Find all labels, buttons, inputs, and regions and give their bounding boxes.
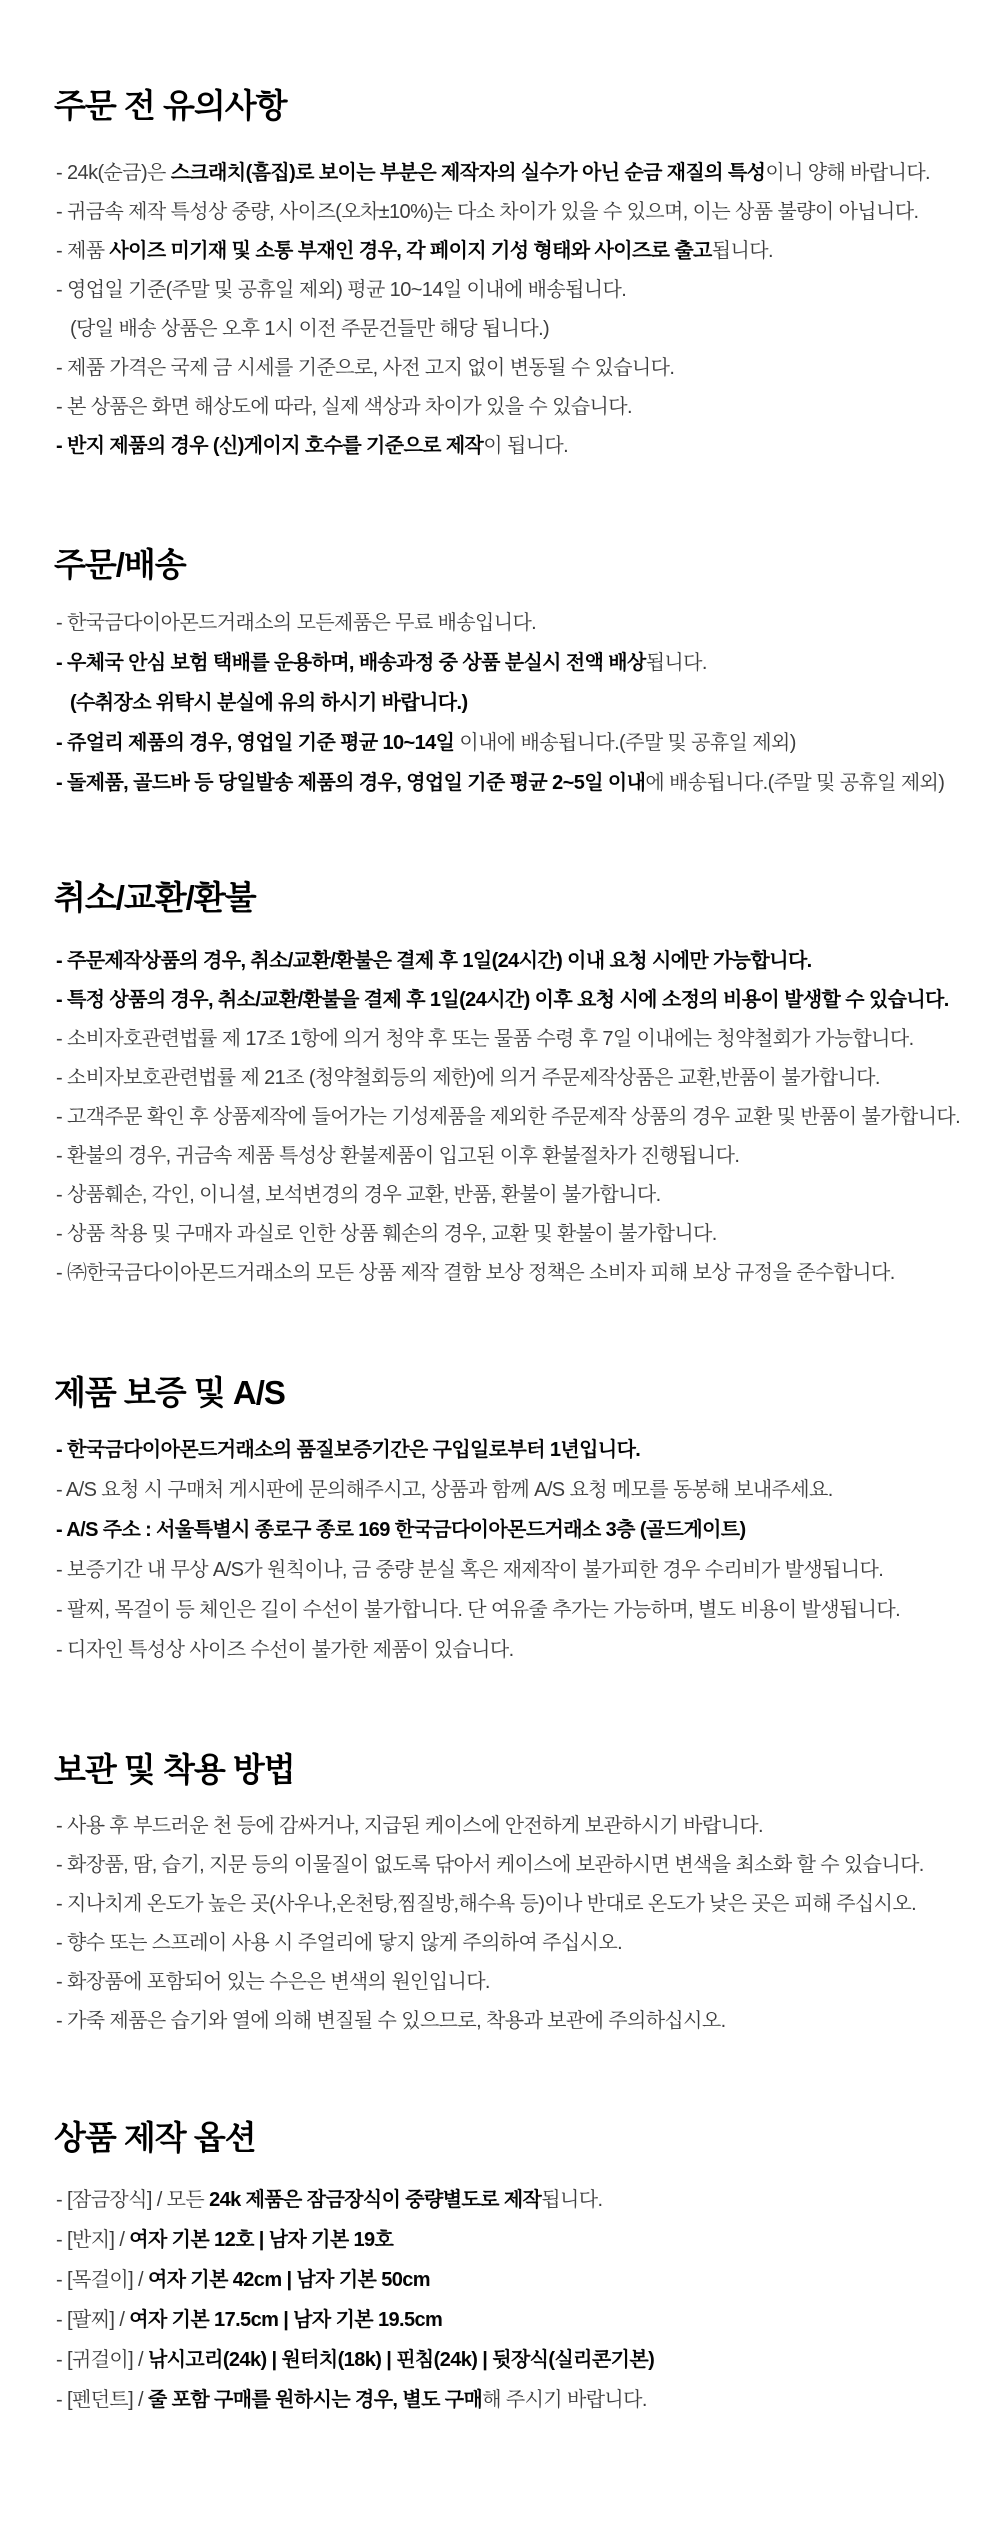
notice-text: - 화장품에 포함되어 있는 수은은 변색의 원인입니다. — [56, 1971, 490, 1993]
notice-text-bold: 여자 기본 17.5cm | 남자 기본 19.5cm — [129, 2309, 443, 2331]
notice-text-bold: - 특정 상품의 경우, 취소/교환/환불을 결제 후 1일(24시간) 이후 요청 시에 소정의 비용이 발생할 수 있습니다. — [56, 989, 949, 1011]
notice-line — [56, 427, 990, 466]
notice-line — [56, 349, 990, 388]
notice-text-bold: - 주문제작상품의 경우, 취소/교환/환불은 결제 후 1일(24시간) 이내 요청 시에만 가능합니다. — [56, 950, 812, 972]
notice-line — [56, 1470, 990, 1510]
section-list-cancel-exchange-refund — [56, 942, 990, 1293]
notice-text: - [귀걸이] / — [56, 2349, 148, 2371]
notice-line — [56, 1963, 990, 2002]
notice-text-bold: - 한국금다이아몬드거래소의 품질보증기간은 구입일로부터 1년입니다. — [56, 1439, 641, 1461]
notice-text-bold: - 돌제품, 골드바 등 당일발송 제품의 경우, 영업일 기준 평균 2~5일 이내 — [56, 772, 646, 794]
notice-line — [56, 2260, 990, 2300]
notice-text-bold: - 우체국 안심 보험 택배를 운용하며, 배송과정 중 상품 분실시 전액 배상 — [56, 652, 646, 674]
notice-line — [56, 1924, 990, 1963]
notice-line — [56, 1098, 990, 1137]
notice-line — [56, 1807, 990, 1846]
notice-line — [56, 603, 990, 643]
notice-line — [56, 154, 990, 193]
section-list-storage-wear — [56, 1807, 990, 2041]
notice-text-bold: (수취장소 위탁시 분실에 유의 하시기 바랍니다.) — [70, 692, 468, 714]
notice-text: - 소비자보호관련법률 제 21조 (청약철회등의 제한)에 의거 주문제작상품은 교환,반품이 불가합니다. — [56, 1067, 880, 1089]
notice-line — [56, 1137, 990, 1176]
notice-text-bold: 스크래치(흠집)로 보이는 부분은 제작자의 실수가 아닌 순금 재질의 특성 — [170, 162, 766, 184]
notice-line — [56, 2380, 990, 2420]
notice-line — [56, 1059, 990, 1098]
notice-text: - 사용 후 부드러운 천 등에 감싸거나, 지급된 케이스에 안전하게 보관하시기 바랍니다. — [56, 1815, 763, 1837]
notice-text: - 가죽 제품은 습기와 열에 의해 변질될 수 있으므로, 착용과 보관에 주의하십시오. — [56, 2010, 726, 2032]
notice-line — [56, 2300, 990, 2340]
notice-text: - 제품 — [56, 240, 110, 262]
section-list-order-shipping — [56, 603, 990, 803]
notice-text: - A/S 요청 시 구매처 게시판에 문의해주시고, 상품과 함께 A/S 요청 메모를 동봉해 보내주세요. — [56, 1479, 833, 1501]
notice-text: - [잠금장식] / 모든 — [56, 2189, 210, 2211]
notice-line — [56, 1846, 990, 1885]
notice-text: 이내에 배송됩니다.(주말 및 공휴일 제외) — [454, 732, 796, 754]
notice-text: 됩니다. — [645, 652, 707, 674]
notice-line — [56, 271, 990, 310]
notice-line — [56, 310, 990, 349]
notice-text: - 영업일 기준(주말 및 공휴일 제외) 평균 10~14일 이내에 배송됩니다. — [56, 279, 627, 301]
section-heading-product-options: 상품 제작 옵션 — [54, 2119, 256, 2156]
notice-text: - 보증기간 내 무상 A/S가 원칙이나, 금 중량 분실 혹은 재제작이 불가피한 경우 수리비가 발생됩니다. — [56, 1559, 884, 1581]
notice-line — [56, 2002, 990, 2041]
notice-line — [56, 2340, 990, 2380]
notice-text: - 귀금속 제작 특성상 중량, 사이즈(오차±10%)는 다소 차이가 있을 수 있으며, 이는 상품 불량이 아닙니다. — [56, 201, 919, 223]
notice-line — [56, 763, 990, 803]
notice-text-bold: 여자 기본 12호 | 남자 기본 19호 — [129, 2229, 394, 2251]
section-heading-warranty-as: 제품 보증 및 A/S — [54, 1374, 285, 1411]
notice-text-bold: 여자 기본 42cm | 남자 기본 50cm — [147, 2269, 430, 2291]
notice-line — [56, 643, 990, 683]
notice-text-bold: 사이즈 미기재 및 소통 부재인 경우, 각 페이지 기성 형태와 사이즈로 출고 — [109, 240, 712, 262]
notice-text: - [반지] / — [56, 2229, 130, 2251]
notice-line — [56, 683, 990, 723]
notice-text-bold: 줄 포함 구매를 원하시는 경우, 별도 구매 — [147, 2389, 483, 2411]
notice-text-bold: - 반지 제품의 경우 (신)게이지 호수를 기준으로 제작 — [56, 435, 484, 457]
notice-text: - 화장품, 땀, 습기, 지문 등의 이물질이 없도록 닦아서 케이스에 보관하시면 변색을 최소화 할 수 있습니다. — [56, 1854, 924, 1876]
notice-text: 이 됩니다. — [483, 435, 569, 457]
section-heading-cancel-exchange-refund: 취소/교환/환불 — [54, 879, 256, 916]
section-heading-order-shipping: 주문/배송 — [54, 546, 186, 583]
notice-text: - ㈜한국금다이아몬드거래소의 모든 상품 제작 결함 보상 정책은 소비자 피해 보상 규정을 준수합니다. — [56, 1262, 895, 1284]
notice-line — [56, 388, 990, 427]
notice-line — [56, 193, 990, 232]
notice-line — [56, 1176, 990, 1215]
notice-text: 됩니다. — [541, 2189, 603, 2211]
notice-text: - 한국금다이아몬드거래소의 모든제품은 무료 배송입니다. — [56, 612, 537, 634]
notice-text: - 제품 가격은 국제 금 시세를 기준으로, 사전 고지 없이 변동될 수 있습니다. — [56, 357, 675, 379]
notice-text-bold: - 쥬얼리 제품의 경우, 영업일 기준 평균 10~14일 — [56, 732, 455, 754]
notice-text: - 팔찌, 목걸이 등 체인은 길이 수선이 불가합니다. 단 여유줄 추가는 가능하며, 별도 비용이 발생됩니다. — [56, 1599, 901, 1621]
section-list-product-options — [56, 2180, 990, 2420]
notice-line — [56, 1630, 990, 1670]
notice-line — [56, 1020, 990, 1059]
notice-text: - 상품 착용 및 구매자 과실로 인한 상품 훼손의 경우, 교환 및 환불이 불가합니다. — [56, 1223, 717, 1245]
section-heading-pre-order-notes: 주문 전 유의사항 — [54, 87, 287, 124]
notice-line — [56, 232, 990, 271]
notice-text-bold: - A/S 주소 : 서울특별시 종로구 종로 169 한국금다이아몬드거래소 3층 (골드게이트) — [56, 1519, 746, 1541]
notice-text: 에 배송됩니다.(주말 및 공휴일 제외) — [645, 772, 945, 794]
notice-line — [56, 2180, 990, 2220]
notice-text: - 본 상품은 화면 해상도에 따라, 실제 색상과 차이가 있을 수 있습니다. — [56, 396, 632, 418]
notice-line — [56, 2220, 990, 2260]
notice-line — [56, 1550, 990, 1590]
notice-line — [56, 1215, 990, 1254]
notice-text: - 지나치게 온도가 높은 곳(사우나,온천탕,찜질방,해수욕 등)이나 반대로 온도가 낮은 곳은 피해 주십시오. — [56, 1893, 917, 1915]
notice-text: - 향수 또는 스프레이 사용 시 주얼리에 닿지 않게 주의하여 주십시오. — [56, 1932, 623, 1954]
section-heading-storage-wear: 보관 및 착용 방법 — [54, 1751, 295, 1788]
notice-text: - [펜던트] / — [56, 2389, 148, 2411]
notice-text: - [목걸이] / — [56, 2269, 148, 2291]
notice-text: - 고객주문 확인 후 상품제작에 들어가는 기성제품을 제외한 주문제작 상품의 경우 교환 및 반품이 불가합니다. — [56, 1106, 961, 1128]
notice-text: - 상품훼손, 각인, 이니셜, 보석변경의 경우 교환, 반품, 환불이 불가합니다. — [56, 1184, 661, 1206]
notice-line — [56, 1254, 990, 1293]
notice-line — [56, 1430, 990, 1470]
notice-line — [56, 1510, 990, 1550]
notice-text: 됩니다. — [711, 240, 773, 262]
notice-line — [56, 1885, 990, 1924]
notice-text: - 디자인 특성상 사이즈 수선이 불가한 제품이 있습니다. — [56, 1639, 514, 1661]
notice-line — [56, 942, 990, 981]
notice-text-bold: 낚시고리(24k) | 원터치(18k) | 핀침(24k) | 뒷장식(실리콘기본) — [147, 2349, 655, 2371]
notice-text-bold: 24k 제품은 잠금장식이 중량별도로 제작 — [209, 2189, 542, 2211]
notice-text: - 환불의 경우, 귀금속 제품 특성상 환불제품이 입고된 이후 환불절차가 진행됩니다. — [56, 1145, 740, 1167]
notice-line — [56, 1590, 990, 1630]
section-list-warranty-as — [56, 1430, 990, 1670]
notice-text: 이니 양해 바랍니다. — [765, 162, 930, 184]
notice-text: - [팔찌] / — [56, 2309, 130, 2331]
notice-line — [56, 723, 990, 763]
notice-text: - 소비자호관련법률 제 17조 1항에 의거 청약 후 또는 물품 수령 후 7일 이내에는 청약철회가 가능합니다. — [56, 1028, 914, 1050]
notice-line — [56, 981, 990, 1020]
section-list-pre-order-notes — [56, 154, 990, 466]
notice-text: 해 주시기 바랍니다. — [482, 2389, 647, 2411]
notice-text: - 24k(순금)은 — [56, 162, 171, 184]
notice-text: (당일 배송 상품은 오후 1시 이전 주문건들만 해당 됩니다.) — [70, 318, 550, 340]
